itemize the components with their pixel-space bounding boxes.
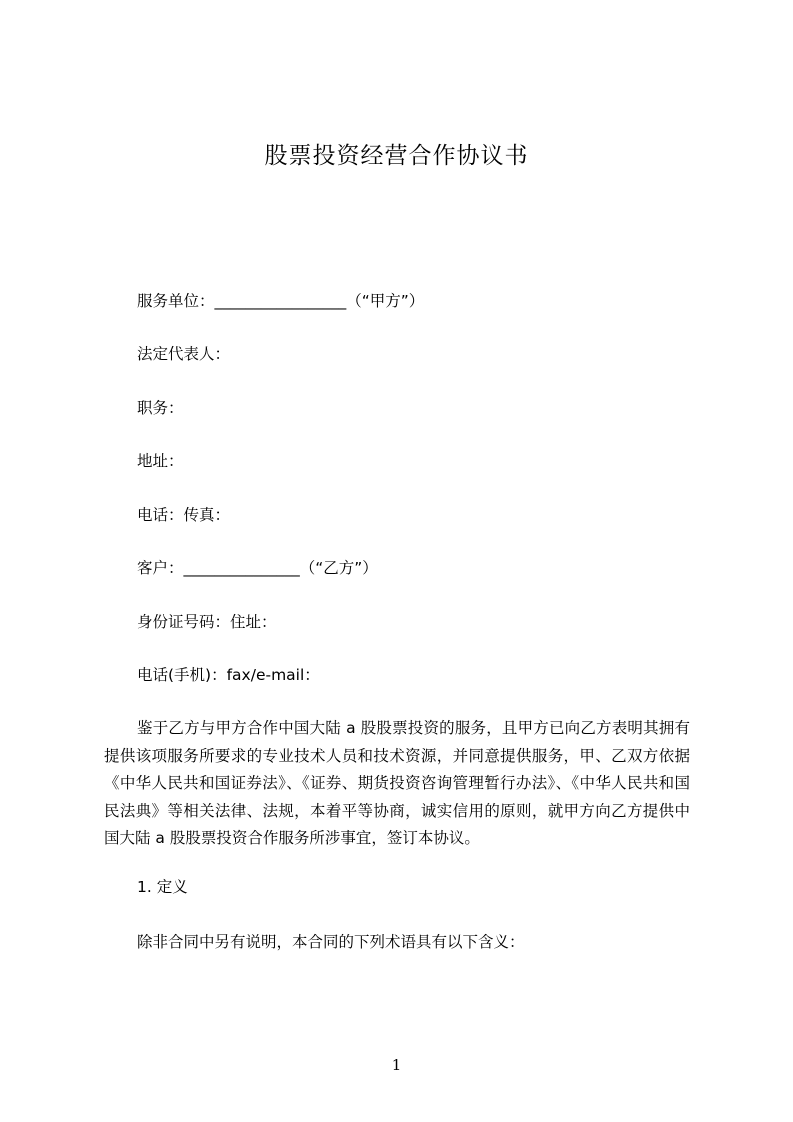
phone-fax-line: 电话：传真： <box>137 506 231 524</box>
service-unit-line: 服务单位：_________________（“甲方”） <box>137 292 425 310</box>
definitions-intro: 除非合同中另有说明，本合同的下列术语具有以下含义： <box>137 933 525 951</box>
client-line: 客户：_______________（“乙方”） <box>137 559 378 577</box>
mobile-fax-email-line: 电话(手机)：fax/e-mail： <box>137 666 320 684</box>
legal-representative-line: 法定代表人： <box>137 345 231 363</box>
page-number: 1 <box>391 1056 402 1074</box>
id-residence-line: 身份证号码：住址： <box>137 613 277 631</box>
recital-paragraph: 鉴于乙方与甲方合作中国大陆 a 股股票投资的服务，且甲方已向乙方表明其拥有提供该项服务所要求的专业技术人员和技术资源，并同意提供服务，甲、乙双方依据《中华人民共和国证券法》、《证券、期货投资咨询管理暂行办法》、《中华人民共和国民法典》等相关法律、法规，本着平等协商，诚实信用的原则，就甲方向乙方提供中国大陆 a 股股票投资合作服务所涉事宜，签订本协议。 <box>104 719 690 847</box>
section-heading-definitions: 1. 定义 <box>137 878 188 896</box>
document-title: 股票投资经营合作协议书 <box>264 143 529 169</box>
position-line: 职务： <box>137 399 184 417</box>
address-line: 地址： <box>137 452 184 470</box>
